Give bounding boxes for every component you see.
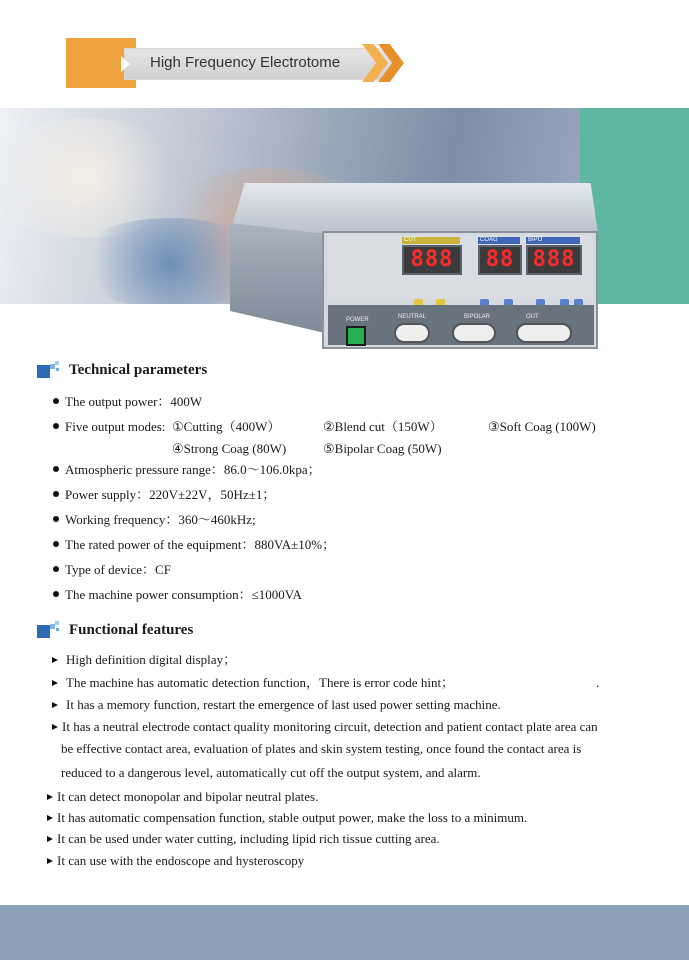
trailing-dot: .	[596, 675, 600, 690]
feature-item: It has a memory function, restart the emergence of last used power setting machine.	[52, 697, 501, 713]
bipolar-display: 888	[526, 245, 582, 275]
squares-icon	[37, 621, 63, 639]
mode-item: ③Soft Coag (100W)	[488, 419, 596, 434]
feature-item-continued: reduced to a dangerous level, automatically cut off the output system, and alarm.	[61, 765, 481, 780]
param-device-type: Type of device：CF	[53, 562, 171, 578]
cut-display: 888	[402, 245, 462, 275]
feature-item: It can use with the endoscope and hysteroscopy	[47, 853, 304, 869]
display-panel	[328, 235, 594, 299]
page-title: High Frequency Electrotome	[150, 54, 341, 71]
neutral-socket	[394, 323, 430, 343]
coag-display: 88	[478, 245, 522, 275]
section-title: Functional features	[69, 621, 194, 638]
squares-icon	[37, 361, 63, 379]
param-modes-prefix: Five output modes:	[53, 419, 165, 435]
display-label: BIPO	[526, 237, 580, 244]
feature-item: The machine has automatic detection function，There is error code hint；	[52, 675, 454, 691]
param-frequency: Working frequency：360～460kHz;	[53, 512, 256, 528]
footer-band	[0, 905, 689, 960]
feature-item: It has a neutral electrode contact quality monitoring circuit, detection and patient contact plate area can	[52, 719, 598, 735]
functional-features-heading	[37, 621, 193, 639]
mode-item: ⑤Bipolar Coag (50W)	[323, 441, 442, 456]
bipolar-socket	[452, 323, 496, 343]
banner-arrow-icon	[121, 56, 130, 72]
param-atmospheric: Atmospheric pressure range：86.0～106.0kpa；	[53, 462, 321, 478]
header-banner	[66, 36, 406, 92]
param-consumption: The machine power consumption：≤1000VA	[53, 587, 302, 603]
power-button-icon	[346, 326, 366, 346]
technical-parameters-heading	[37, 361, 207, 379]
param-output-power: The output power：400W	[53, 394, 202, 410]
power-label: POWER	[346, 317, 369, 323]
feature-item-continued: be effective contact area, evaluation of plates and skin system testing, once found the contact area is	[61, 741, 582, 756]
mode-item: ①Cutting（400W）	[172, 419, 281, 434]
param-rated-power: The rated power of the equipment：880VA±10%；	[53, 537, 335, 553]
section-title: Technical parameters	[69, 361, 208, 378]
bipolar-label: BIPOLAR	[464, 314, 491, 320]
feature-item: It has automatic compensation function, stable output power, make the loss to a minimum.	[47, 810, 527, 826]
electrotome-device-image	[230, 183, 598, 349]
feature-item: It can be used under water cutting, including lipid rich tissue cutting area.	[47, 831, 440, 847]
display-label: CUT	[402, 237, 460, 244]
display-label: COAG	[478, 237, 520, 244]
feature-item: It can detect monopolar and bipolar neutral plates.	[47, 789, 318, 805]
monopolar-socket	[516, 323, 572, 343]
mode-item: ②Blend cut（150W）	[323, 419, 443, 434]
feature-item: High definition digital display；	[52, 652, 236, 668]
mode-item: ④Strong Coag (80W)	[172, 441, 287, 456]
neutral-label: NEUTRAL	[398, 314, 427, 320]
param-power-supply: Power supply：220V±22V，50Hz±1；	[53, 487, 275, 503]
out-label: OUT	[526, 314, 539, 320]
